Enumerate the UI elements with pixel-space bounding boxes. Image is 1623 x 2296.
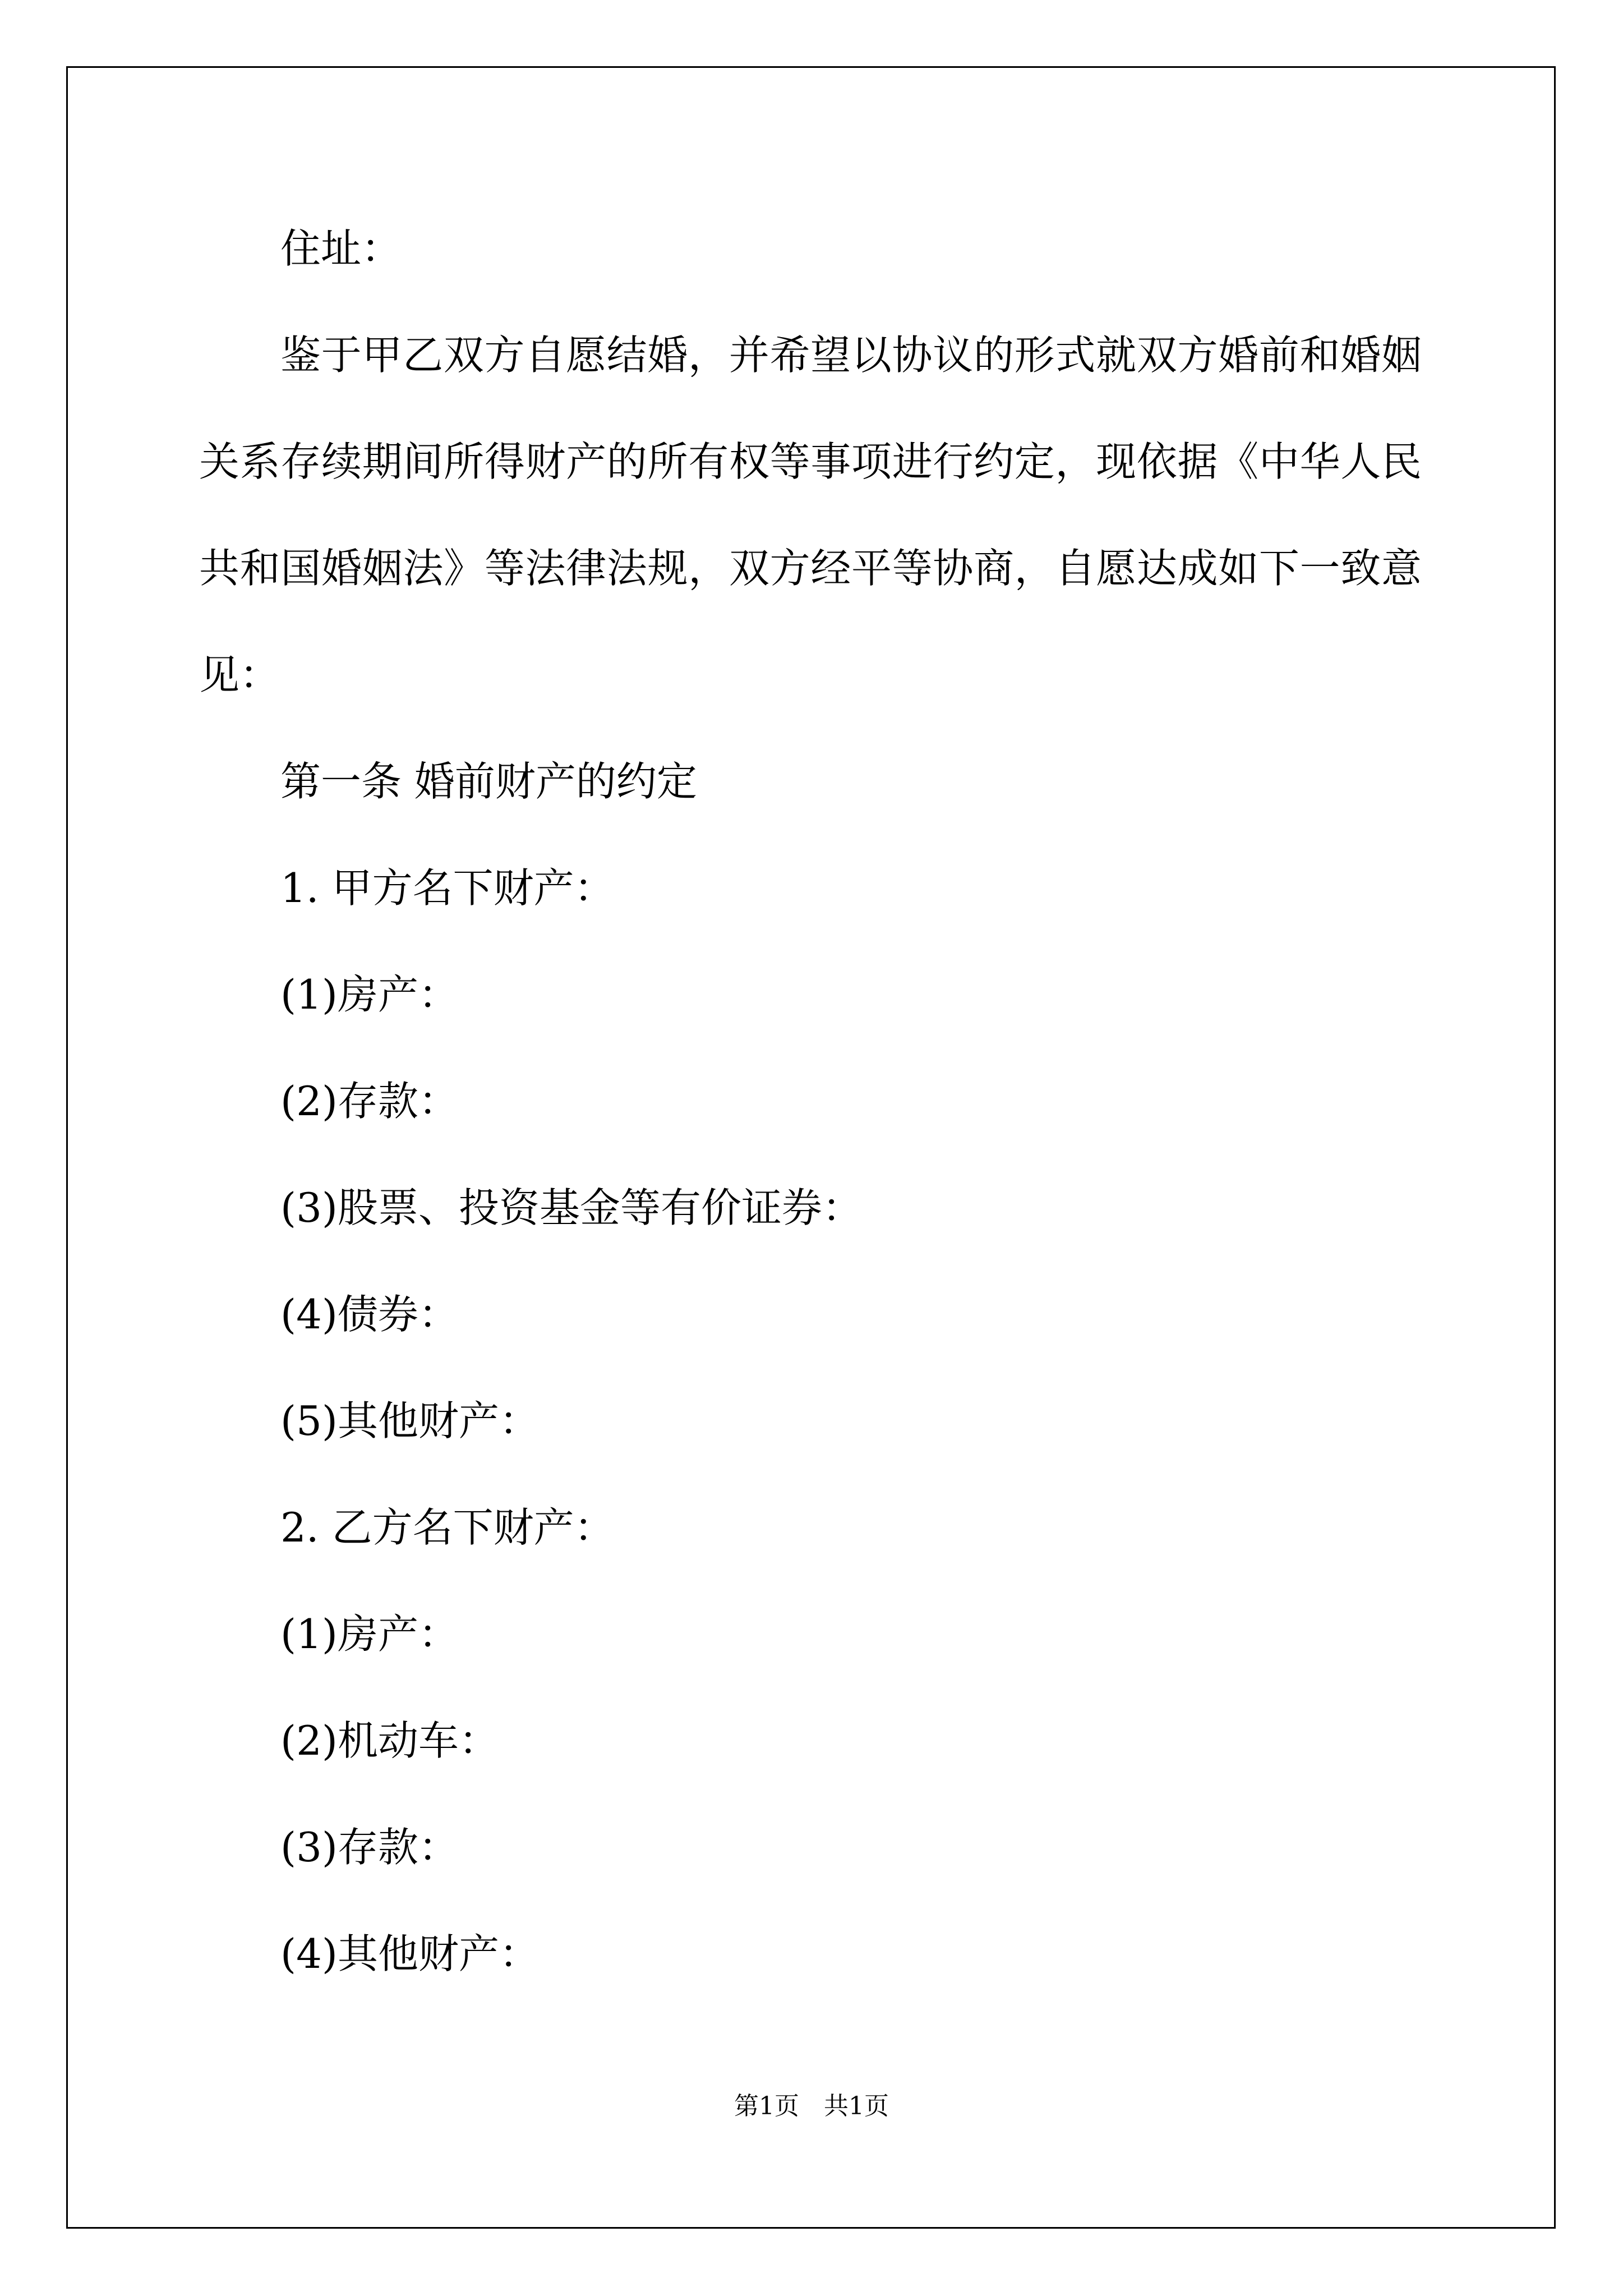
address-label: 住址： — [280, 225, 402, 272]
party-b-item: (1)房产： — [280, 1611, 459, 1658]
party-a-item: (2)存款： — [280, 1078, 459, 1125]
party-b-item: (2)机动车： — [280, 1717, 499, 1764]
page-border — [66, 66, 1556, 2229]
party-a-item: (3)股票、投资基金等有价证券： — [280, 1184, 863, 1231]
party-b-item: (3)存款： — [280, 1824, 459, 1871]
party-b-heading: 2. 乙方名下财产： — [280, 1504, 615, 1551]
party-a-heading: 1. 甲方名下财产： — [280, 864, 615, 912]
preamble-line-1: 鉴于甲乙双方自愿结婚，并希望以协议的形式就双方婚前和婚姻 — [280, 332, 1422, 379]
party-a-item: (5)其他财产： — [280, 1397, 540, 1444]
preamble-line-4: 见： — [199, 651, 280, 698]
party-a-item: (1)房产： — [280, 971, 459, 1018]
page-number-footer: 第1页 共1页 — [734, 2092, 889, 2120]
party-b-item: (4)其他财产： — [280, 1930, 540, 1977]
article-1-title: 第一条 婚前财产的约定 — [280, 758, 697, 805]
preamble-line-2: 关系存续期间所得财产的所有权等事项进行约定，现依据《中华人民 — [199, 438, 1422, 485]
preamble-line-3: 共和国婚姻法》等法律法规，双方经平等协商，自愿达成如下一致意 — [199, 545, 1422, 592]
party-a-item: (4)债券： — [280, 1291, 459, 1338]
